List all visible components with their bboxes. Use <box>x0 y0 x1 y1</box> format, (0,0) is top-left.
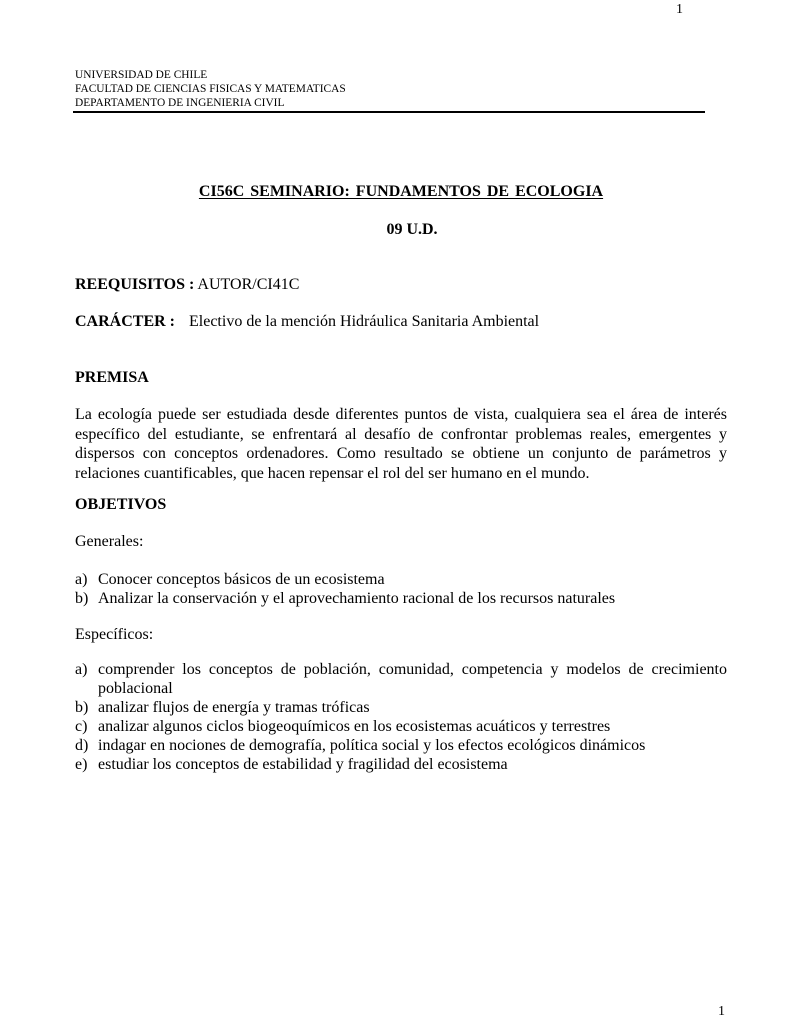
especificos-list <box>75 660 727 774</box>
list-item <box>75 570 727 589</box>
list-marker: a) <box>75 571 88 588</box>
faculty-name: FACULTAD DE CIENCIAS FISICAS Y MATEMATICAS <box>75 83 346 95</box>
prerequisites-label: REEQUISITOS : <box>75 276 195 293</box>
list-item <box>75 736 727 755</box>
list-item-text: estudiar los conceptos de estabilidad y fragilidad del ecosistema <box>98 756 508 773</box>
course-title-text: CI56C SEMINARIO: FUNDAMENTOS DE ECOLOGIA <box>198 183 604 200</box>
list-marker: c) <box>75 718 88 735</box>
list-item <box>75 660 727 698</box>
page-number-top: 1 <box>676 2 683 17</box>
character-label: CARÁCTER : <box>75 313 175 330</box>
list-item <box>75 698 727 717</box>
generales-label: Generales: <box>75 533 144 550</box>
generales-list <box>75 570 727 608</box>
list-item-text: analizar flujos de energía y tramas tróficas <box>98 699 370 716</box>
list-item-text: Analizar la conservación y el aprovechamiento racional de los recursos naturales <box>98 590 616 607</box>
character-value: Electivo de la mención Hidráulica Sanitaria Ambiental <box>189 313 540 330</box>
premisa-heading: PREMISA <box>75 369 149 386</box>
list-marker: e) <box>75 756 88 773</box>
list-item-text: analizar algunos ciclos biogeoquímicos en los ecosistemas acuáticos y terrestres <box>98 718 611 735</box>
header-divider <box>73 111 705 113</box>
prerequisites-line <box>75 276 299 294</box>
course-units: 09 U.D. <box>386 221 438 238</box>
list-item-text: Conocer conceptos básicos de un ecosistema <box>98 571 385 588</box>
list-item <box>75 717 727 736</box>
list-item <box>75 755 727 774</box>
premisa-paragraph: La ecología puede ser estudiada desde diferentes puntos de vista, cualquiera sea el área de interés específico del estudiante, se enfrentará al desafío de confrontar problemas reales, emergentes y dispersos con conceptos ordenadores. Como resultado se obtiene un conjunto de parámetros y relaciones cuantificables, que hacen repensar el rol del ser humano en el mundo. <box>75 406 727 482</box>
especificos-label: Específicos: <box>75 626 154 643</box>
list-item-text: comprender los conceptos de población, comunidad, competencia y modelos de crecimiento poblacional <box>98 661 727 697</box>
objetivos-heading: OBJETIVOS <box>75 496 167 513</box>
department-name: DEPARTAMENTO DE INGENIERIA CIVIL <box>75 97 285 109</box>
university-name: UNIVERSIDAD DE CHILE <box>75 69 208 81</box>
page-number-bottom: 1 <box>718 1004 725 1019</box>
list-item-text: indagar en nociones de demografía, política social y los efectos ecológicos dinámicos <box>98 737 646 754</box>
course-title <box>0 183 800 201</box>
list-marker: d) <box>75 737 89 754</box>
list-item <box>75 589 727 608</box>
character-line <box>75 313 539 331</box>
list-marker: a) <box>75 661 88 678</box>
list-marker: b) <box>75 699 89 716</box>
prerequisites-value: AUTOR/CI41C <box>194 276 300 293</box>
list-marker: b) <box>75 590 89 607</box>
